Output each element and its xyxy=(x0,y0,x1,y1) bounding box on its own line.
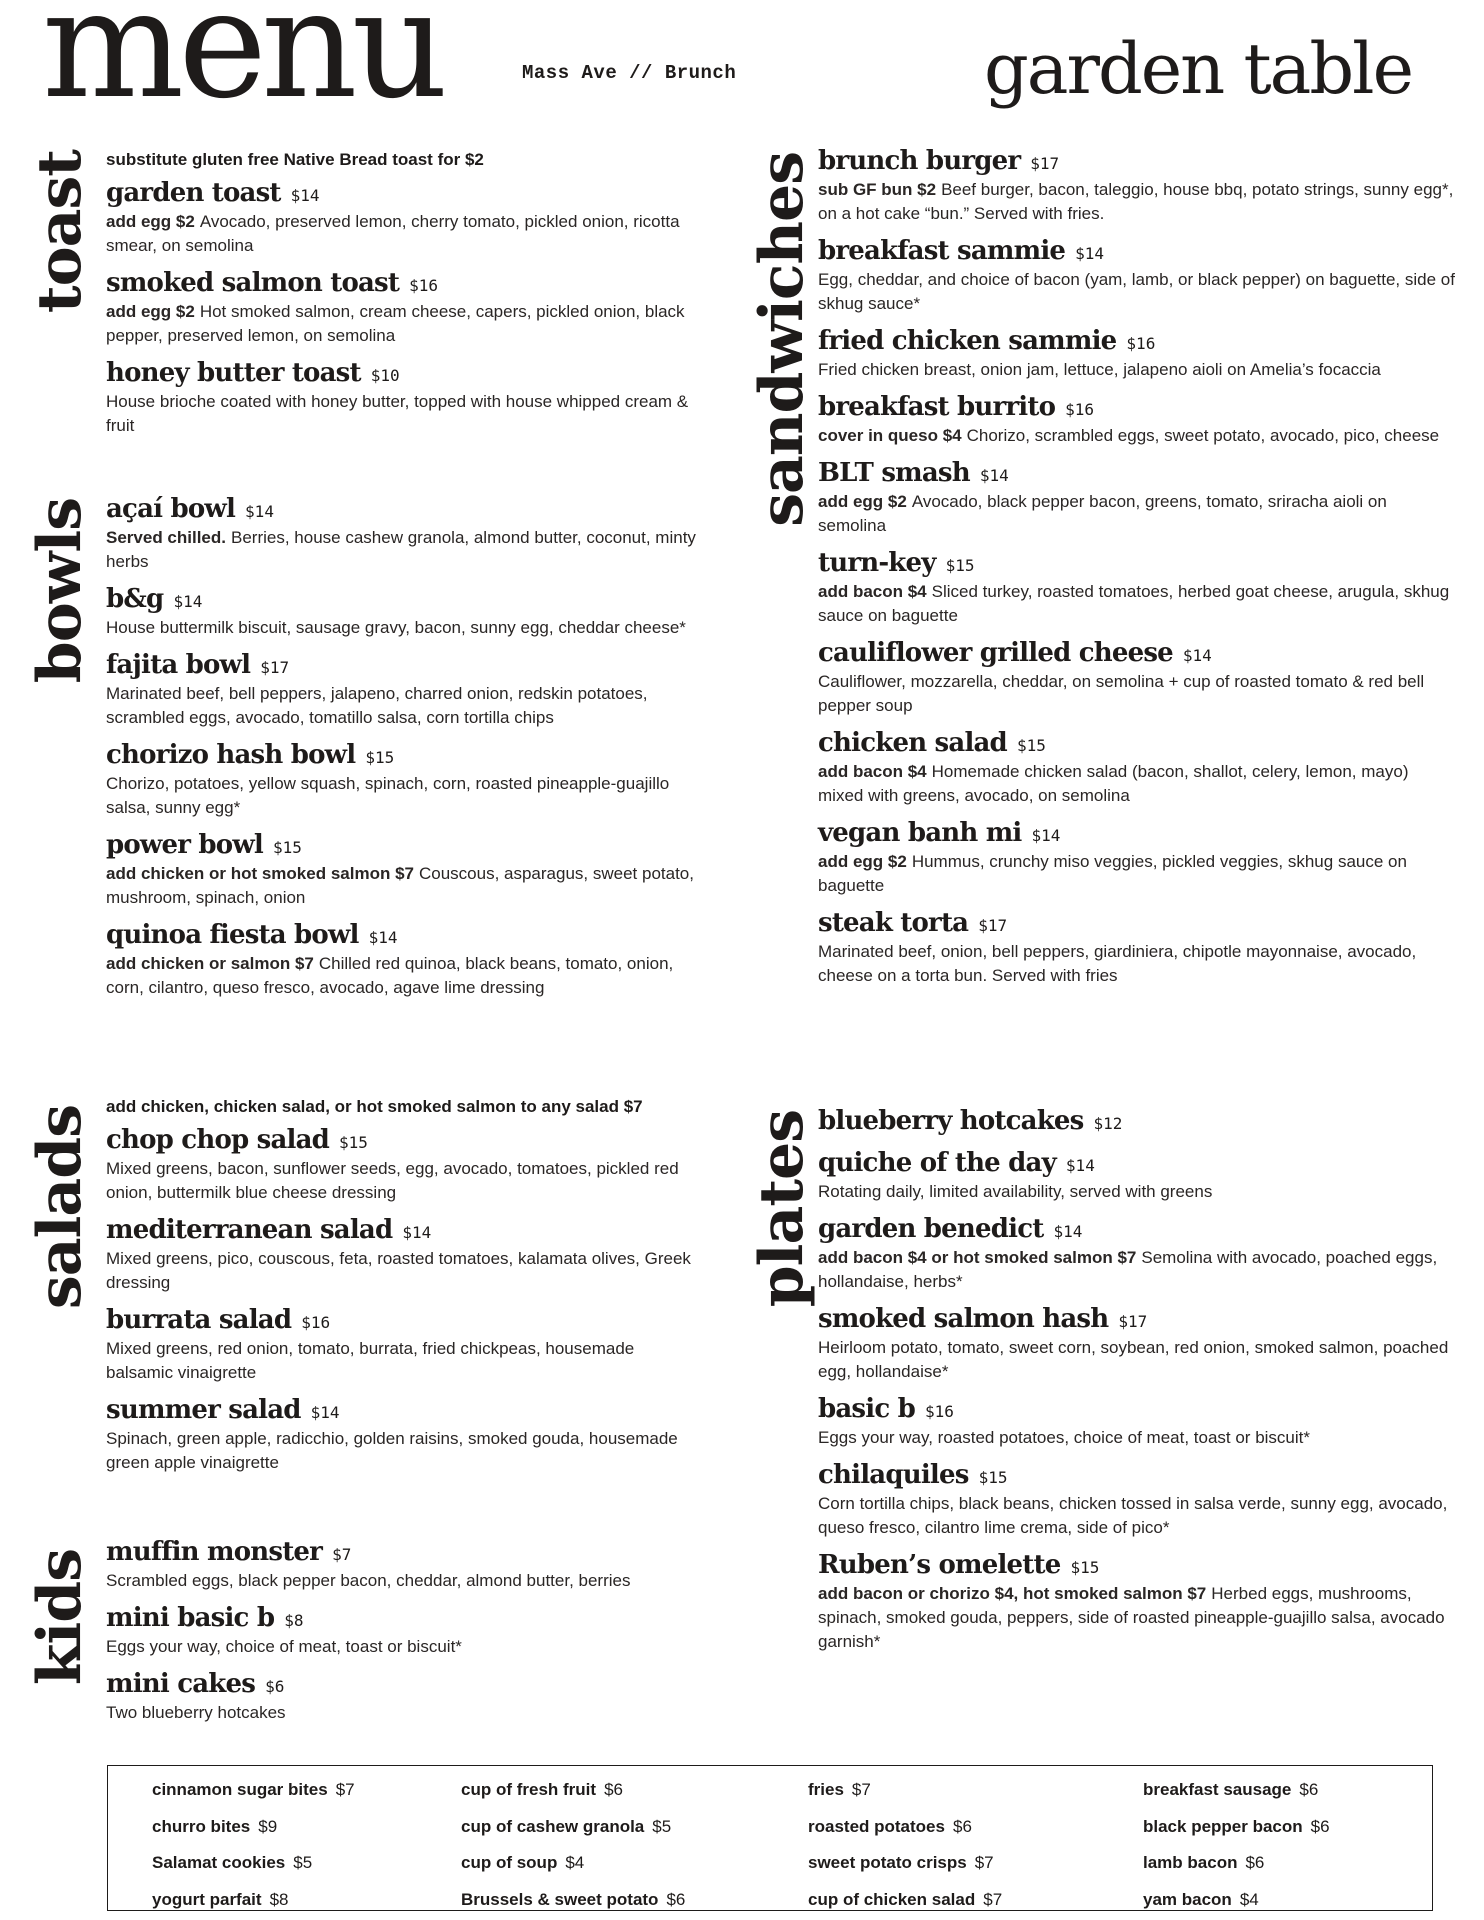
item-name: brunch burger xyxy=(818,146,1021,176)
menu-item xyxy=(106,266,706,348)
side-item xyxy=(1143,1772,1330,1809)
side-price: $7 xyxy=(983,1889,1003,1909)
item-name: Ruben’s omelette xyxy=(818,1550,1061,1580)
item-name: fajita bowl xyxy=(106,650,251,680)
item-name: quiche of the day xyxy=(818,1148,1056,1178)
item-description-block xyxy=(818,1180,1458,1204)
menu-item xyxy=(818,234,1458,316)
item-price: $16 xyxy=(925,1402,954,1421)
side-name: sweet potato crisps xyxy=(808,1853,967,1872)
item-description-block xyxy=(818,1246,1458,1294)
menu-item xyxy=(818,1458,1458,1540)
side-name: cup of fresh fruit xyxy=(461,1780,597,1799)
menu-item xyxy=(818,636,1458,718)
item-description-block xyxy=(818,1492,1458,1540)
item-price: $15 xyxy=(1070,1558,1100,1577)
item-header xyxy=(106,1303,706,1337)
item-addon: add chicken or salmon $7 xyxy=(106,954,314,973)
item-list xyxy=(818,144,1458,988)
menu-item xyxy=(106,918,706,1000)
item-price: $15 xyxy=(272,838,302,857)
item-header xyxy=(818,1212,1458,1246)
item-price: $17 xyxy=(1118,1312,1148,1331)
item-name: breakfast burrito xyxy=(818,392,1056,422)
kids-section xyxy=(25,1535,710,1755)
sides-column xyxy=(152,1772,355,1918)
item-description-block xyxy=(818,940,1458,988)
side-name: roasted potatoes xyxy=(808,1816,945,1836)
item-addon: sub GF bun $2 xyxy=(818,180,937,199)
item-header xyxy=(818,906,1458,940)
item-list xyxy=(106,1535,706,1725)
side-price: $7 xyxy=(851,1780,871,1799)
side-item xyxy=(152,1882,355,1919)
item-description: Spinach, green apple, radicchio, golden raisins, smoked gouda, housemade green apple vinaigrette xyxy=(106,1429,678,1472)
side-price: $6 xyxy=(1310,1816,1330,1836)
section-label: salads xyxy=(25,1105,95,1310)
item-price: $7 xyxy=(332,1545,352,1564)
item-description-block xyxy=(106,1569,706,1593)
item-name: power bowl xyxy=(106,830,263,860)
menu-item xyxy=(106,492,706,574)
item-description: Marinated beef, onion, bell peppers, giardiniera, chipotle mayonnaise, avocado, cheese on a torta bun. Served with fries xyxy=(818,942,1417,985)
item-description-block xyxy=(106,772,706,820)
item-header xyxy=(818,816,1458,850)
side-name: Brussels & sweet potato xyxy=(461,1889,659,1909)
item-description-block xyxy=(818,580,1458,628)
item-description: Heirloom potato, tomato, sweet corn, soybean, red onion, smoked salmon, poached egg, hollandaise* xyxy=(818,1338,1449,1381)
item-name: BLT smash xyxy=(818,458,970,488)
item-header xyxy=(106,738,706,772)
item-header xyxy=(106,918,706,952)
menu-item xyxy=(818,816,1458,898)
sides-column xyxy=(808,1772,1002,1918)
section-note: add chicken, chicken salad, or hot smoked salmon to any salad $7 xyxy=(106,1097,643,1116)
item-name: b&g xyxy=(106,584,164,614)
item-name: mini cakes xyxy=(106,1669,256,1699)
item-description: Eggs your way, choice of meat, toast or biscuit* xyxy=(106,1637,462,1656)
menu-item xyxy=(818,1392,1458,1450)
item-description-block xyxy=(818,1426,1458,1450)
item-description: Two blueberry hotcakes xyxy=(106,1703,286,1722)
item-description: Chorizo, scrambled eggs, sweet potato, avocado, pico, cheese xyxy=(966,426,1440,445)
item-addon: add egg $2 xyxy=(106,302,195,321)
item-header xyxy=(106,176,706,210)
item-addon: add bacon or chorizo $4, hot smoked salmon $7 xyxy=(818,1584,1207,1603)
menu-item xyxy=(106,1601,706,1659)
item-description-block xyxy=(106,616,706,640)
item-description-block xyxy=(106,1247,706,1295)
item-header xyxy=(106,1601,706,1635)
item-list xyxy=(106,176,706,438)
side-price: $4 xyxy=(565,1853,585,1872)
menu-item xyxy=(106,1123,706,1205)
item-description-block xyxy=(818,424,1458,448)
menu-item xyxy=(818,1146,1458,1204)
item-header xyxy=(818,726,1458,760)
side-item xyxy=(461,1809,685,1846)
item-price: $14 xyxy=(245,502,274,521)
side-name: fries xyxy=(808,1780,844,1799)
side-name: yogurt parfait xyxy=(152,1889,262,1909)
item-price: $10 xyxy=(370,366,400,385)
side-name: lamb bacon xyxy=(1143,1853,1238,1872)
side-price: $8 xyxy=(269,1889,289,1909)
item-description: Herbed eggs, mushrooms, spinach, smoked gouda, peppers, side of roasted pineapple-guajillo salsa, avocado garnish* xyxy=(818,1584,1445,1651)
side-name: cup of cashew granola xyxy=(461,1816,645,1836)
menu-item xyxy=(818,726,1458,808)
side-name: cup of soup xyxy=(461,1853,558,1872)
sides-column xyxy=(461,1772,685,1918)
section-label: plates xyxy=(747,1110,817,1308)
item-description-block xyxy=(818,268,1458,316)
item-header xyxy=(818,144,1458,178)
item-description: Hot smoked salmon, cream cheese, capers, pickled onion, black pepper, preserved lemon, on semolina xyxy=(106,302,685,345)
item-addon: add egg $2 xyxy=(818,492,907,511)
item-description: Scrambled eggs, black pepper bacon, cheddar, almond butter, berries xyxy=(106,1571,631,1590)
item-description: Avocado, preserved lemon, cherry tomato, pickled onion, ricotta smear, on semolina xyxy=(106,212,680,255)
side-name: black pepper bacon xyxy=(1143,1816,1303,1836)
menu-item xyxy=(106,1303,706,1385)
menu-item xyxy=(818,144,1458,226)
side-name: churro bites xyxy=(152,1816,251,1836)
item-description-block xyxy=(818,1582,1458,1654)
side-price: $9 xyxy=(258,1816,278,1836)
item-header xyxy=(106,1393,706,1427)
menu-item xyxy=(818,456,1458,538)
item-price: $14 xyxy=(979,466,1009,485)
side-price: $6 xyxy=(1245,1853,1265,1872)
plates-section xyxy=(747,1104,1462,1704)
item-name: mediterranean salad xyxy=(106,1215,393,1245)
item-header xyxy=(106,1535,706,1569)
item-header xyxy=(818,1548,1458,1582)
item-description: Eggs your way, roasted potatoes, choice of meat, toast or biscuit* xyxy=(818,1428,1310,1447)
bowls-section xyxy=(25,492,710,1062)
menu-item xyxy=(106,1393,706,1475)
menu-item xyxy=(106,648,706,730)
item-price: $17 xyxy=(978,916,1008,935)
menu-item xyxy=(818,1302,1458,1384)
item-description: Chilled red quinoa, black beans, tomato, onion, corn, cilantro, queso fresco, avocado, agave lime dressing xyxy=(106,954,674,997)
item-description: Mixed greens, pico, couscous, feta, roasted tomatoes, kalamata olives, Greek dressing xyxy=(106,1249,691,1292)
item-header xyxy=(818,1146,1458,1180)
menu-item xyxy=(106,1535,706,1593)
item-description-block xyxy=(106,1635,706,1659)
item-description: Couscous, asparagus, sweet potato, mushroom, spinach, onion xyxy=(106,864,694,907)
menu-item xyxy=(818,546,1458,628)
menu-item xyxy=(106,356,706,438)
side-name: Salamat cookies xyxy=(152,1853,286,1872)
item-header xyxy=(106,266,706,300)
item-name: garden benedict xyxy=(818,1214,1044,1244)
side-name: cup of chicken salad xyxy=(808,1889,976,1909)
item-header xyxy=(818,1392,1458,1426)
item-header xyxy=(106,1667,706,1701)
item-description: House brioche coated with honey butter, topped with house whipped cream & fruit xyxy=(106,392,689,435)
item-name: turn-key xyxy=(818,548,936,578)
item-description: Marinated beef, bell peppers, jalapeno, charred onion, redskin potatoes, scrambled eggs, avocado, tomatillo salsa, corn tortilla chips xyxy=(106,684,648,727)
side-price: $7 xyxy=(335,1780,355,1799)
menu-item xyxy=(818,1548,1458,1654)
item-header xyxy=(818,546,1458,580)
item-name: blueberry hotcakes xyxy=(818,1106,1084,1136)
item-header xyxy=(818,1458,1458,1492)
item-header xyxy=(106,648,706,682)
side-item xyxy=(1143,1845,1330,1882)
item-description: Rotating daily, limited availability, served with greens xyxy=(818,1182,1213,1201)
side-item xyxy=(461,1772,685,1809)
item-name: basic b xyxy=(818,1394,916,1424)
side-name: breakfast sausage xyxy=(1143,1780,1292,1799)
item-description-block xyxy=(818,760,1458,808)
item-name: chop chop salad xyxy=(106,1125,330,1155)
toast-section xyxy=(25,148,710,448)
item-description-block xyxy=(818,850,1458,898)
item-description: Egg, cheddar, and choice of bacon (yam, lamb, or black pepper) on baguette, side of skhug sauce* xyxy=(818,270,1455,313)
sandwiches-section xyxy=(747,144,1462,1074)
item-price: $14 xyxy=(290,186,320,205)
side-item xyxy=(1143,1882,1330,1919)
side-item xyxy=(808,1809,1002,1846)
menu-item xyxy=(106,738,706,820)
item-description: Semolina with avocado, poached eggs, hollandaise, herbs* xyxy=(818,1248,1438,1291)
item-addon: add bacon $4 xyxy=(818,582,927,601)
brand-name: garden table xyxy=(983,28,1412,110)
sides-box xyxy=(107,1765,1433,1911)
item-name: muffin monster xyxy=(106,1537,323,1567)
side-price: $4 xyxy=(1239,1889,1259,1909)
item-list xyxy=(818,1104,1458,1654)
item-header xyxy=(106,1213,706,1247)
item-description: House buttermilk biscuit, sausage gravy, bacon, sunny egg, cheddar cheese* xyxy=(106,618,686,637)
item-name: vegan banh mi xyxy=(818,818,1022,848)
item-name: fried chicken sammie xyxy=(818,326,1117,356)
side-item xyxy=(1143,1809,1330,1846)
item-list xyxy=(106,1123,706,1475)
item-description-block xyxy=(818,670,1458,718)
side-item xyxy=(152,1809,355,1846)
item-description: Homemade chicken salad (bacon, shallot, celery, lemon, mayo) mixed with greens, avocado, on semolina xyxy=(818,762,1409,805)
item-price: $14 xyxy=(1065,1156,1095,1175)
item-name: chicken salad xyxy=(818,728,1007,758)
item-price: $17 xyxy=(1030,154,1060,173)
sides-column xyxy=(1143,1772,1330,1918)
item-price: $12 xyxy=(1093,1114,1123,1133)
item-price: $8 xyxy=(284,1611,304,1630)
item-addon: add egg $2 xyxy=(818,852,907,871)
menu-item xyxy=(106,1213,706,1295)
item-description-block xyxy=(106,952,706,1000)
item-price: $14 xyxy=(1182,646,1212,665)
item-price: $14 xyxy=(1031,826,1061,845)
salads-section xyxy=(25,1095,710,1515)
item-price: $17 xyxy=(260,658,290,677)
menu-item xyxy=(818,1212,1458,1294)
menu-item xyxy=(818,906,1458,988)
item-header xyxy=(106,1123,706,1157)
side-price: $6 xyxy=(1299,1780,1319,1799)
item-description: Mixed greens, bacon, sunflower seeds, egg, avocado, tomatoes, pickled red onion, buttermilk blue cheese dressing xyxy=(106,1159,679,1202)
item-description-block xyxy=(818,358,1458,382)
item-price: $16 xyxy=(409,276,438,295)
side-price: $5 xyxy=(293,1853,313,1872)
item-price: $16 xyxy=(301,1313,331,1332)
item-name: smoked salmon hash xyxy=(818,1304,1109,1334)
item-description-block xyxy=(106,210,706,258)
item-addon: add bacon $4 xyxy=(818,762,927,781)
item-name: chorizo hash bowl xyxy=(106,740,356,770)
menu-title: menu xyxy=(42,0,443,132)
item-price: $14 xyxy=(310,1403,340,1422)
item-description: Cauliflower, mozzarella, cheddar, on semolina + cup of roasted tomato & red bell pepper soup xyxy=(818,672,1425,715)
item-name: honey butter toast xyxy=(106,358,361,388)
item-header xyxy=(106,828,706,862)
section-label: toast xyxy=(25,150,95,314)
item-description: Chorizo, potatoes, yellow squash, spinach, corn, roasted pineapple-guajillo salsa, sunny egg* xyxy=(106,774,670,817)
side-item xyxy=(461,1845,685,1882)
item-price: $14 xyxy=(1075,244,1105,263)
item-description-block xyxy=(106,1337,706,1385)
side-item xyxy=(808,1845,1002,1882)
item-description-block xyxy=(106,682,706,730)
item-price: $14 xyxy=(173,592,203,611)
side-name: cinnamon sugar bites xyxy=(152,1780,328,1799)
item-name: steak torta xyxy=(818,908,969,938)
item-name: burrata salad xyxy=(106,1305,292,1335)
menu-item xyxy=(818,324,1458,382)
item-header xyxy=(818,636,1458,670)
item-list xyxy=(106,492,706,1000)
item-name: quinoa fiesta bowl xyxy=(106,920,359,950)
side-name: yam bacon xyxy=(1143,1889,1232,1909)
item-price: $14 xyxy=(368,928,398,947)
section-note: substitute gluten free Native Bread toast for $2 xyxy=(106,150,484,169)
menu-item xyxy=(106,1667,706,1725)
section-label: kids xyxy=(25,1549,95,1686)
item-description: Berries, house cashew granola, almond butter, coconut, minty herbs xyxy=(106,528,696,571)
item-price: $15 xyxy=(978,1468,1008,1487)
item-name: cauliflower grilled cheese xyxy=(818,638,1173,668)
item-description-block xyxy=(106,300,706,348)
item-description: Sliced turkey, roasted tomatoes, herbed goat cheese, arugula, skhug sauce on baguette xyxy=(818,582,1450,625)
item-name: chilaquiles xyxy=(818,1460,969,1490)
item-description-block xyxy=(818,178,1458,226)
item-header xyxy=(106,356,706,390)
side-price: $6 xyxy=(604,1780,623,1799)
item-header xyxy=(818,390,1458,424)
item-description: Fried chicken breast, onion jam, lettuce, jalapeno aioli on Amelia’s focaccia xyxy=(818,360,1381,379)
item-addon: add chicken or hot smoked salmon $7 xyxy=(106,864,414,883)
side-price: $5 xyxy=(652,1816,672,1836)
item-price: $15 xyxy=(365,748,395,767)
item-header xyxy=(818,1104,1458,1138)
item-description: Mixed greens, red onion, tomato, burrata, fried chickpeas, housemade balsamic vinaigrette xyxy=(106,1339,635,1382)
item-price: $15 xyxy=(339,1133,368,1152)
item-description-block xyxy=(818,1336,1458,1384)
menu-item xyxy=(106,176,706,258)
item-header xyxy=(818,234,1458,268)
item-description-block xyxy=(106,526,706,574)
item-name: summer salad xyxy=(106,1395,301,1425)
item-header xyxy=(106,582,706,616)
item-header xyxy=(818,1302,1458,1336)
menu-item xyxy=(106,828,706,910)
item-description-block xyxy=(106,862,706,910)
item-header xyxy=(818,324,1458,358)
item-header xyxy=(818,456,1458,490)
item-name: garden toast xyxy=(106,178,281,208)
item-name: smoked salmon toast xyxy=(106,268,400,298)
location-subtitle: Mass Ave // Brunch xyxy=(522,62,737,84)
item-price: $15 xyxy=(945,556,975,575)
item-addon: add egg $2 xyxy=(106,212,195,231)
item-price: $15 xyxy=(1016,736,1046,755)
side-price: $7 xyxy=(974,1853,994,1872)
item-description: Avocado, black pepper bacon, greens, tomato, sriracha aioli on semolina xyxy=(818,492,1387,535)
item-price: $16 xyxy=(1065,400,1095,419)
item-description-block xyxy=(106,1157,706,1205)
item-addon: add bacon $4 or hot smoked salmon $7 xyxy=(818,1248,1137,1267)
menu-item xyxy=(106,582,706,640)
side-price: $6 xyxy=(666,1889,686,1909)
item-description: Corn tortilla chips, black beans, chicken tossed in salsa verde, sunny egg, avocado, queso fresco, cilantro lime crema, side of pico* xyxy=(818,1494,1448,1537)
menu-item xyxy=(818,1104,1458,1138)
item-description: Beef burger, bacon, taleggio, house bbq, potato strings, sunny egg*, on a hot cake “bun.” Served with fries. xyxy=(818,180,1454,223)
side-item xyxy=(152,1772,355,1809)
item-addon: Served chilled. xyxy=(106,528,226,547)
side-item xyxy=(152,1845,355,1882)
item-description-block xyxy=(106,1701,706,1725)
side-price: $6 xyxy=(952,1816,972,1836)
item-name: breakfast sammie xyxy=(818,236,1066,266)
item-addon: cover in queso $4 xyxy=(818,426,962,445)
section-label: bowls xyxy=(25,498,95,684)
item-price: $14 xyxy=(402,1223,432,1242)
item-description: Hummus, crunchy miso veggies, pickled veggies, skhug sauce on baguette xyxy=(818,852,1407,895)
item-description-block xyxy=(818,490,1458,538)
item-price: $6 xyxy=(265,1677,285,1696)
side-item xyxy=(808,1772,1002,1809)
item-header xyxy=(106,492,706,526)
item-name: mini basic b xyxy=(106,1603,275,1633)
section-label: sandwiches xyxy=(747,152,817,527)
item-description-block xyxy=(106,390,706,438)
side-item xyxy=(461,1882,685,1919)
item-price: $14 xyxy=(1053,1222,1083,1241)
menu-item xyxy=(818,390,1458,448)
item-price: $16 xyxy=(1126,334,1156,353)
item-name: açaí bowl xyxy=(106,494,236,524)
side-item xyxy=(808,1882,1002,1919)
item-description-block xyxy=(106,1427,706,1475)
